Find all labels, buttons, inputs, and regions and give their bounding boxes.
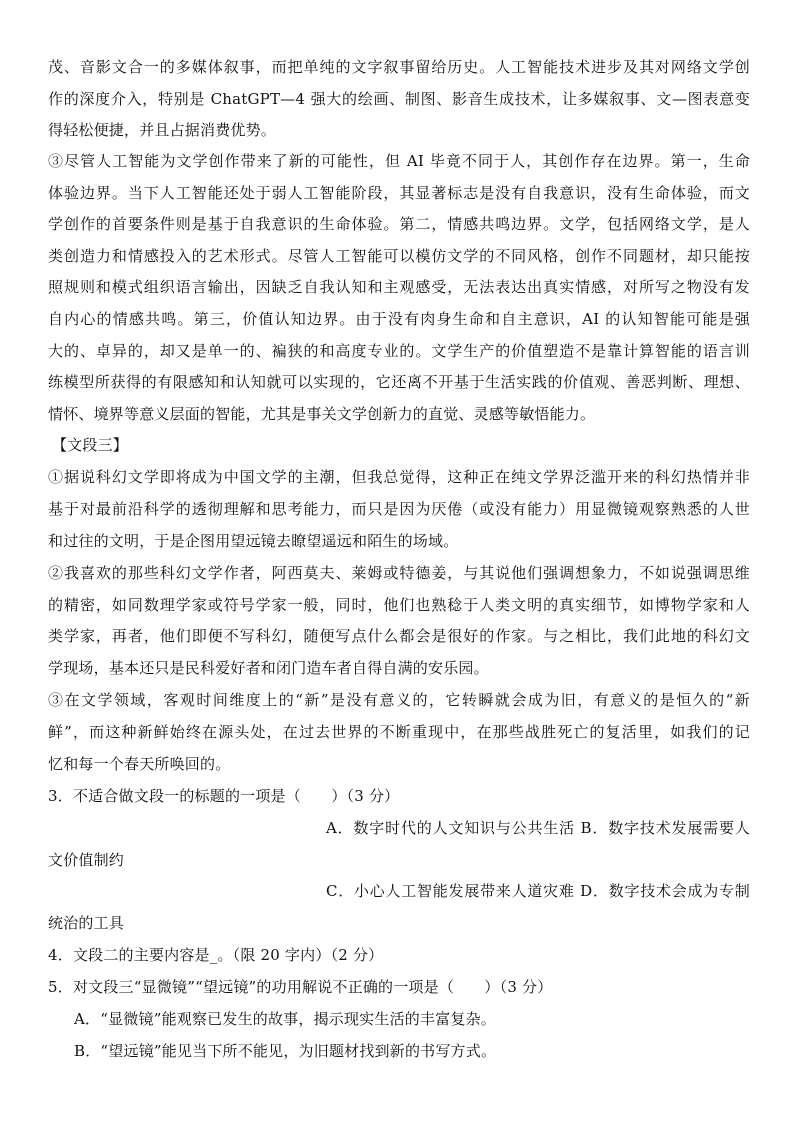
passage-line: 鲜”，而这种新鲜始终在源头处，在过去世界的不断重现中，在那些战胜死亡的复活里，如我们的记 bbox=[48, 723, 750, 741]
passage-line: ③尽管人工智能为文学创作带来了新的可能性，但 AI 毕竟不同于人，其创作存在边界。第一，生命 bbox=[48, 152, 750, 170]
passage-line: 练模型所获得的有限感知和认知就可以实现的，它还离不开基于生活实践的价值观、善恶判断、理想、 bbox=[48, 373, 750, 391]
passage-line: 学创作的首要条件则是基于自我意识的生命体验。第二，情感共鸣边界。文学，包括网络文学，是人 bbox=[48, 215, 750, 233]
passage-line: ③在文学领域，客观时间维度上的“新”是没有意义的，它转瞬就会成为旧，有意义的是恒久的“新 bbox=[48, 691, 750, 709]
question-5-stem: 5．对文段三“显微镜”“望远镜”的功用解说不正确的一项是（ ）（3 分） bbox=[48, 978, 553, 996]
question-3-options-cd-cont: 统治的工具 bbox=[48, 914, 125, 932]
question-5-option-a: A．“显微镜”能观察已发生的故事，揭示现实生活的丰富复杂。 bbox=[74, 1010, 496, 1028]
question-3-options-ab-cont: 文价值制约 bbox=[48, 851, 125, 869]
section-heading: 【文段三】 bbox=[52, 436, 129, 454]
passage-line: 茂、音影文合一的多媒体叙事，而把单纯的文字叙事留给历史。人工智能技术进步及其对网络文学创 bbox=[48, 58, 750, 76]
question-5-option-b: B．“望远镜”能见当下所不能见，为旧题材找到新的书写方式。 bbox=[74, 1042, 497, 1060]
passage-line: 作的深度介入，特别是 ChatGPT—4 强大的绘画、制图、影音生成技术，让多媒叙事、文—图表意变 bbox=[48, 90, 750, 108]
question-4-stem: 4．文段二的主要内容是_。（限 20 字内）（2 分） bbox=[48, 946, 384, 964]
passage-line: 照规则和模式组织语言输出，因缺乏自我认知和主观感受，无法表达出真实情感，对所写之物没有发 bbox=[48, 278, 750, 296]
passage-line: ①据说科幻文学即将成为中国文学的主潮，但我总觉得，这种正在纯文学界泛滥开来的科幻热情并非 bbox=[48, 468, 750, 486]
passage-line: 和过往的文明，于是企图用望远镜去瞭望遥远和陌生的场域。 bbox=[48, 532, 459, 550]
passage-line: 类学家，再者，他们即便不写科幻，随便写点什么都会是很好的作家。与之相比，我们此地的科幻文 bbox=[48, 627, 750, 645]
passage-line: 类创造力和情感投入的艺术形式。尽管人工智能可以模仿文学的不同风格，创作不同题材，却只能按 bbox=[48, 247, 750, 265]
question-3-options-ab: A．数字时代的人文知识与公共生活 B．数字技术发展需要人 bbox=[326, 819, 750, 837]
passage-line: ②我喜欢的那些科幻文学作者，阿西莫夫、莱姆或特德姜，与其说他们强调想象力，不如说强调思维 bbox=[48, 564, 750, 582]
passage-line: 体验边界。当下人工智能还处于弱人工智能阶段，其显著标志是没有自我意识，没有生命体验，而文 bbox=[48, 184, 750, 202]
question-3-options-cd: C．小心人工智能发展带来人道灾难 D．数字技术会成为专制 bbox=[326, 882, 750, 900]
passage-line: 大的、卓异的，却又是单一的、褊狭的和高度专业的。文学生产的价值塑造不是靠计算智能的语言训 bbox=[48, 342, 750, 360]
passage-line: 忆和每一个春天所唤回的。 bbox=[48, 755, 231, 773]
passage-line: 基于对最前沿科学的透彻理解和思考能力，而只是因为厌倦（或没有能力）用显微镜观察熟悉的人世 bbox=[48, 500, 750, 518]
passage-line: 自内心的情感共鸣。第三，价值认知边界。由于没有肉身生命和自主意识，AI 的认知智能可能是强 bbox=[48, 310, 750, 328]
passage-line: 情怀、境界等意义层面的智能，尤其是事关文学创新力的直觉、灵感等敏悟能力。 bbox=[48, 405, 596, 423]
passage-line: 的精密，如同数理学家或符号学家一般，同时，他们也熟稔于人类文明的真实细节，如博物学家和人 bbox=[48, 596, 750, 614]
passage-line: 得轻松便捷，并且占据消费优势。 bbox=[48, 121, 277, 139]
question-3-stem: 3．不适合做文段一的标题的一项是（ ）（3 分） bbox=[48, 787, 400, 805]
passage-line: 学现场，基本还只是民科爱好者和闭门造车者自得自满的安乐园。 bbox=[48, 659, 489, 677]
